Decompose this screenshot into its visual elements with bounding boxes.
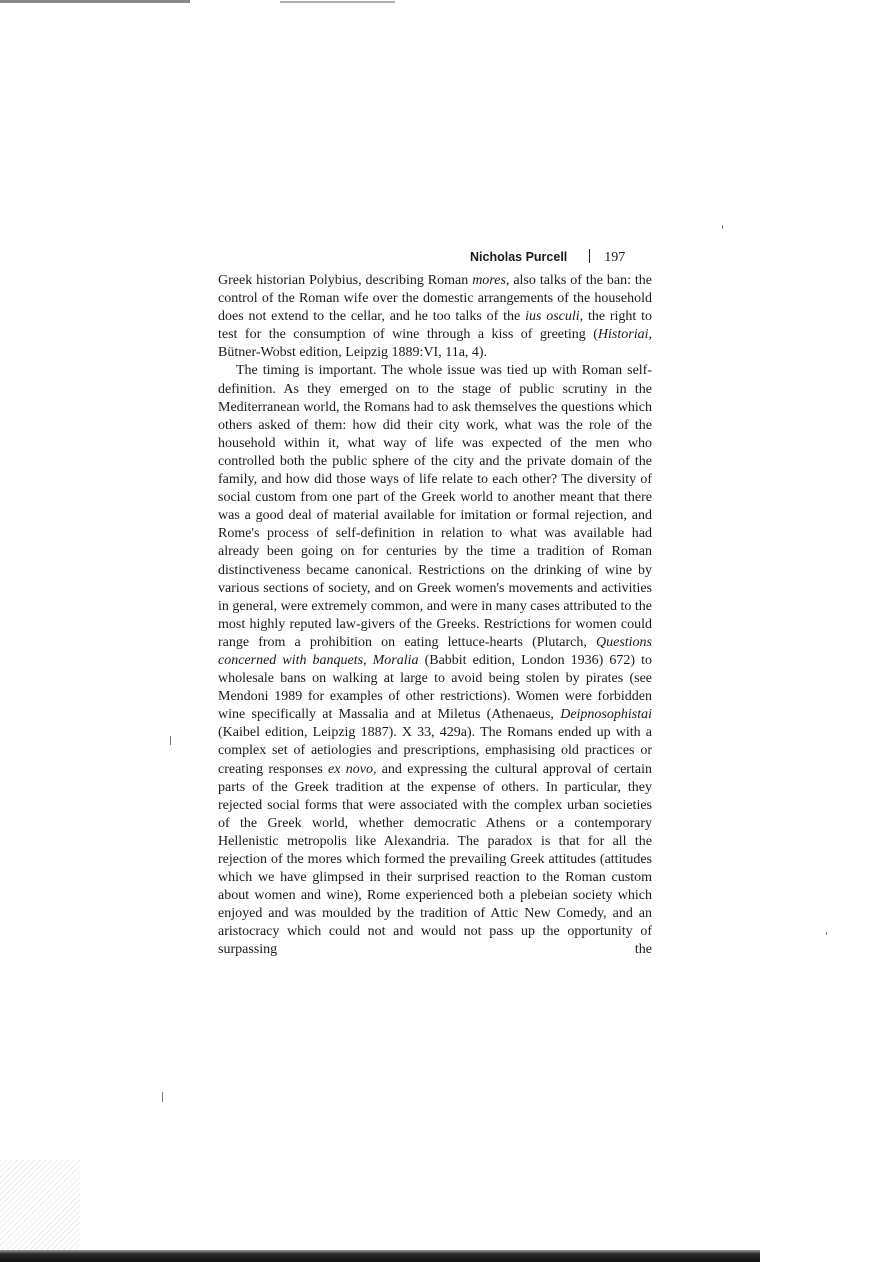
text-run: The timing is important. The whole issue was tied up with Roman self-definition. As they emerged on to the stage of public scrutiny in the Mediterranean world, the Romans had to ask themselves the questions which others asked of them: how did their city work, what was the role of the household within it, what way of life was expected of the men who controlled both the public sphere of the city and the private domain of the family, and how did those ways of life relate to each other? The diversity of social custom from one part of the Greek world to another meant that there was a good deal of material available for imitation or formal rejection, and Rome's process of self-definition in relation to what was available had already been going on for centuries by the time a tradition of Roman distinctiveness became canonical. Restrictions on the drinking of wine by various sections of society, and on Greek women's movements and activities in general, were extremely common, and were in many cases attributed to the most highly reputed law-givers of the Greeks. Restrictions for women could range from a prohibition on eating lettuce-hearts (Plutarch, <box>218 363 652 650</box>
scan-edge-bottom <box>0 1250 760 1262</box>
scan-corner-shadow <box>0 1160 80 1250</box>
scan-speck <box>170 736 171 745</box>
italic-title: Deipnosophistai <box>560 707 652 723</box>
italic-term: ius osculi, <box>525 309 584 325</box>
body-text <box>218 272 652 960</box>
scan-edge-top-left <box>0 0 190 3</box>
paragraph-main <box>218 362 652 959</box>
italic-term: ex novo, <box>328 761 377 777</box>
text-run: (Kaibel edition, Leipzig 1887). X 33, 429a). The Romans ended up with a complex set of aetiologies and prescriptions, emphasising old practices or creating responses <box>218 725 652 777</box>
running-header <box>470 248 660 266</box>
text-run: the right to test for the consumption of wine through a kiss of greeting ( <box>218 309 653 343</box>
page-number: 197 <box>604 250 626 265</box>
scan-speck <box>826 932 827 935</box>
text-run: and expressing the cultural approval of certain parts of the Greek tradition at the expense of others. In particular, they rejected social forms that were associated with the complex urban societies of the Greek world, whether democratic Athens or a contemporary Hellenistic metropolis like Alexandria. The paradox is that for all the rejection of the mores which formed the prevailing Greek attitudes (attitudes which we have glimpsed in their surprised reaction to the Roman custom about women and wine), Rome experienced both a plebeian society which enjoyed and was moulded by the tradition of Attic New Comedy, and an aristocracy which could not and would not pass up the opportunity of surpassing the <box>218 761 652 958</box>
text-run: Greek historian Polybius, describing Roman <box>218 273 473 288</box>
scan-speck <box>162 1092 163 1102</box>
header-separator <box>589 249 590 263</box>
text-run: also talks of the ban: the control of the Roman wife over the domestic arrangements of the household does not extend to the cellar, and he too talks of the <box>218 273 653 325</box>
running-header-author: Nicholas Purcell <box>470 250 568 264</box>
scan-speck <box>722 225 723 229</box>
italic-title: Historiai, <box>597 327 652 343</box>
text-run: Bütner-Wobst edition, Leipzig 1889:VI, 11a, 4). <box>218 345 488 361</box>
scan-edge-top-mid <box>280 1 395 3</box>
italic-title: Questions concerned with banquets, Moralia <box>218 634 652 668</box>
text-run: (Babbit edition, London 1936) 672) to wholesale bans on walking at large to avoid being stolen by pirates (see Mendoni 1989 for examples of other restrictions). Women were forbidden wine specifically at Massalia and at Miletus (Athenaeus, <box>218 652 652 723</box>
paragraph-continued <box>218 272 652 362</box>
italic-term: mores, <box>472 273 510 288</box>
